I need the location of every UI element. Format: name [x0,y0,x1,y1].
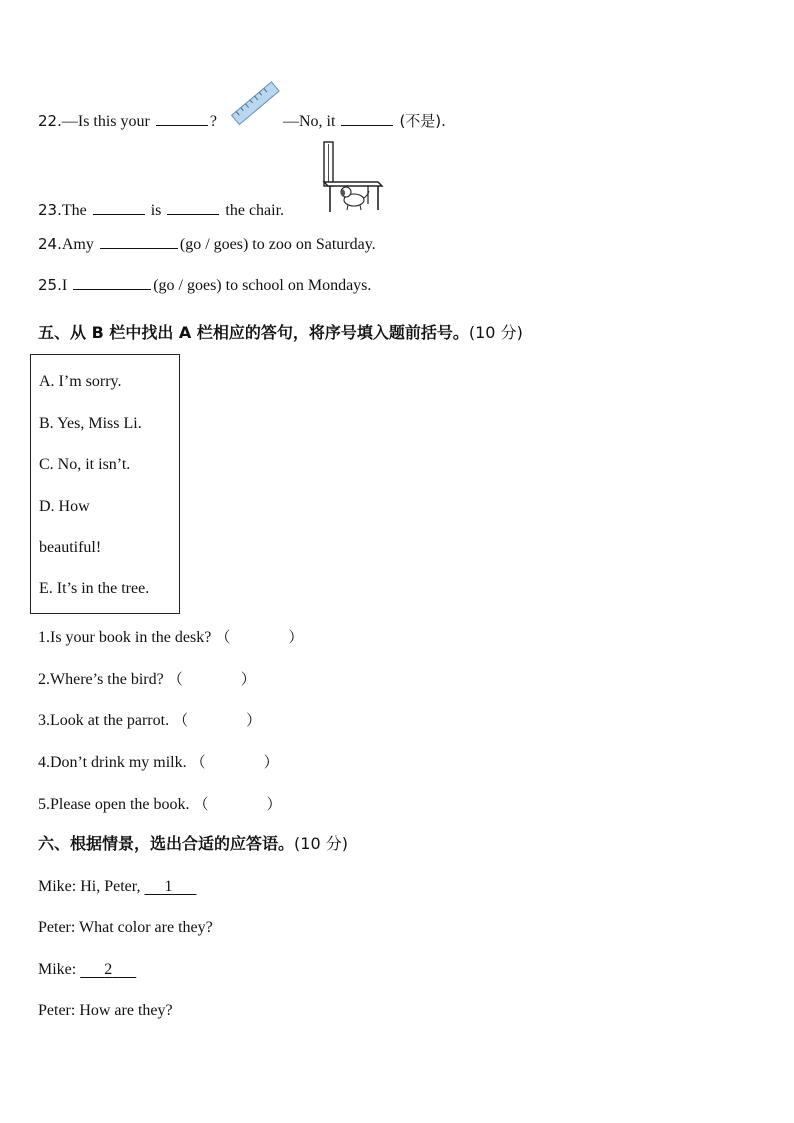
answer-blank[interactable] [93,199,145,215]
open-paren: （ [190,753,206,771]
matching-item [38,669,256,690]
matching-item [38,794,282,815]
section-score: (10 分) [468,323,523,342]
matching-text: 4.Don’t drink my milk. [38,754,187,771]
question-text: the chair. [225,202,285,219]
option-b: B. Yes, Miss Li. [39,415,142,432]
question-text: (go / goes) to zoo on Saturday. [179,236,376,253]
blank-number: 2 [104,961,113,978]
section-title: 五、从 B 栏中找出 A 栏相应的答句，将序号填入题前括号。 [38,323,469,342]
question-number: 23. [38,201,62,219]
option-c: C. No, it isn’t. [39,456,131,473]
open-paren: （ [173,711,189,729]
dialogue-text: Mike: Hi, Peter, [38,878,141,895]
options-box [30,354,180,614]
question-25 [38,274,371,296]
question-number: 22. [38,112,62,130]
matching-item [38,710,261,731]
open-paren: （ [193,795,209,813]
dialogue-line [38,960,136,980]
question-text: —Is this your [61,113,150,130]
option-d: D. How [39,498,90,515]
dialogue-line [38,877,196,897]
question-22-reply [283,110,446,132]
question-22 [38,110,217,132]
matching-text: 5.Please open the book. [38,796,190,813]
close-paren: ） [288,628,304,646]
dialogue-line [38,918,213,938]
option-d-continued: beautiful! [39,539,102,556]
matching-text: 3.Look at the parrot. [38,712,170,729]
answer-blank[interactable] [156,110,208,126]
dialogue-text: Peter: How are they? [38,1002,173,1019]
matching-text: 1.Is your book in the desk? [38,629,212,646]
close-paren: ） [263,753,279,771]
close-paren: ） [246,711,262,729]
chinese-hint: (不是). [399,112,446,130]
question-text: Amy [61,236,94,253]
dialogue-blank[interactable] [144,877,196,897]
blank-number: 1 [164,878,173,895]
section-title: 六、根据情景，选出合适的应答语。 [38,834,295,853]
dialogue-blank[interactable] [80,960,136,980]
reply-text: —No, it [283,113,336,130]
answer-blank[interactable] [341,110,393,126]
section-6-heading [38,834,348,854]
question-text: (go / goes) to school on Mondays. [153,277,372,294]
option-a: A. I’m sorry. [39,373,122,390]
chair-with-dog-icon [320,140,386,216]
close-paren: ） [266,795,282,813]
matching-text: 2.Where’s the bird? [38,671,164,688]
option-e: E. It’s in the tree. [39,580,150,597]
dialogue-text: Mike: [38,961,77,978]
ruler-icon [232,80,280,128]
answer-blank[interactable] [73,274,151,290]
matching-item [38,752,279,773]
section-score: (10 分) [294,834,348,853]
question-text: I [61,277,68,294]
open-paren: （ [167,670,183,688]
question-mark: ? [209,113,217,130]
dialogue-line [38,1001,173,1021]
dialogue-text: Peter: What color are they? [38,919,213,936]
matching-item [38,627,303,648]
section-5-heading [38,323,523,343]
close-paren: ） [240,670,256,688]
answer-blank[interactable] [100,233,178,249]
question-text: is [150,202,162,219]
question-number: 25. [38,276,62,294]
question-text: The [61,202,87,219]
question-24 [38,233,376,255]
question-number: 24. [38,235,62,253]
question-23 [38,199,284,221]
answer-blank[interactable] [167,199,219,215]
open-paren: （ [215,628,231,646]
